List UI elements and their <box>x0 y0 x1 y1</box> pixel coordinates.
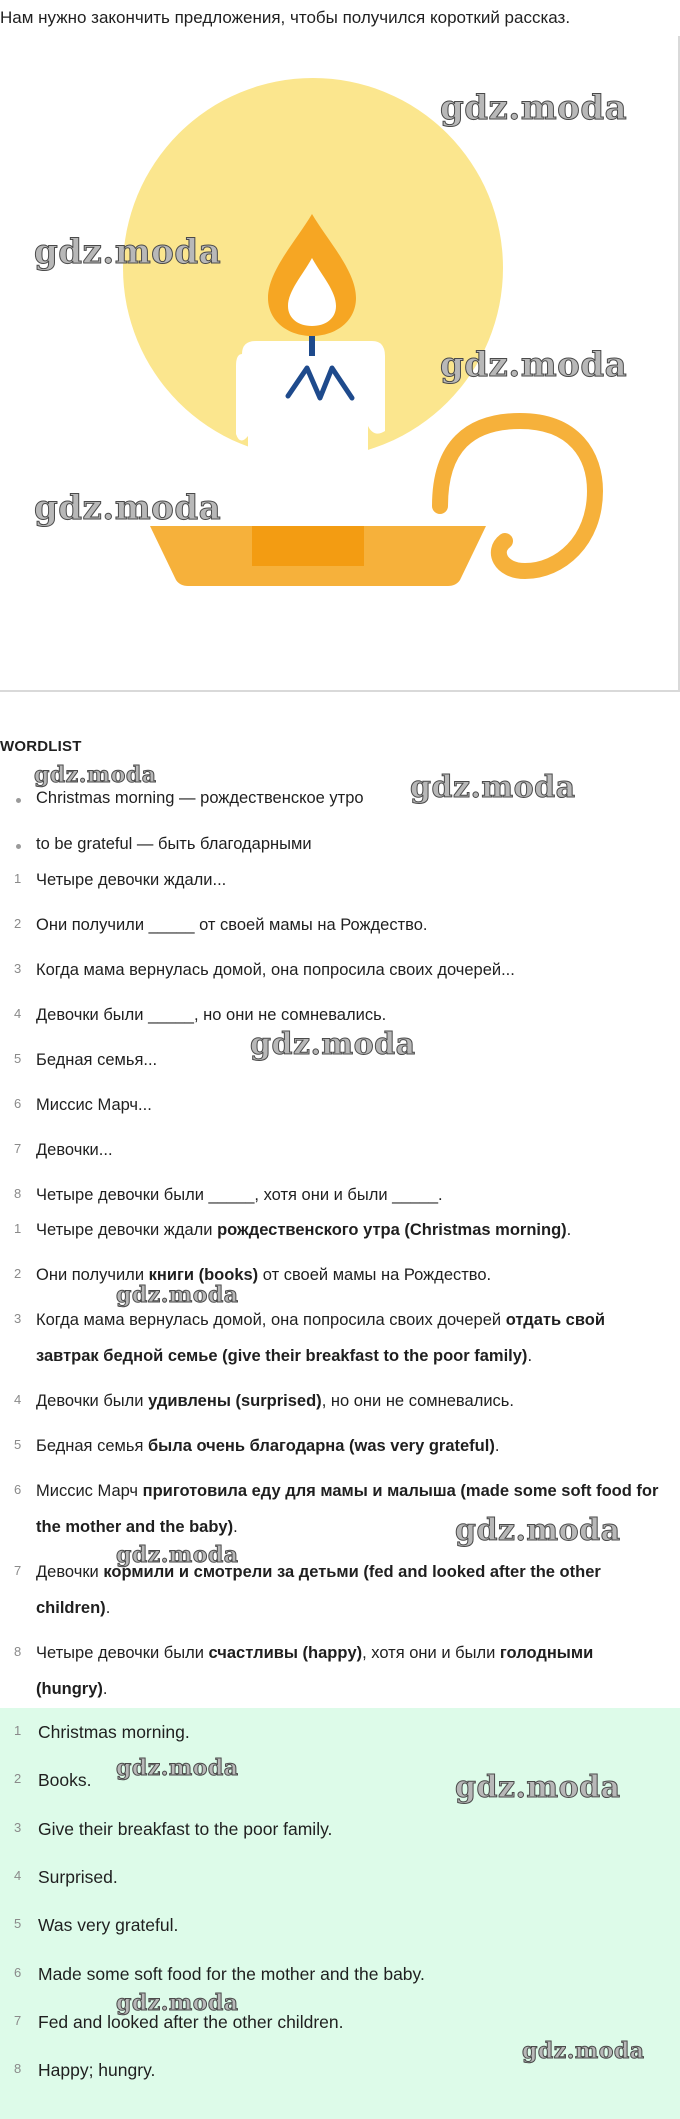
answer-number: 6 <box>14 1965 22 1980</box>
question-number: 8 <box>14 1186 22 1201</box>
watermark: gdz.moda <box>116 1990 239 2016</box>
watermark: gdz.moda <box>116 1282 239 1308</box>
answer-text: Happy; hungry. <box>38 2060 156 2080</box>
question-text: Четыре девочки были _____, хотя они и были _____. <box>36 1186 443 1204</box>
watermark: gdz.moda <box>440 345 628 385</box>
translation-text: . <box>527 1347 533 1365</box>
answer-text: Fed and looked after the other children. <box>38 2012 344 2032</box>
question-number: 1 <box>14 871 22 886</box>
candle-icon <box>0 36 678 690</box>
candle-illustration <box>0 36 680 692</box>
translation-number: 7 <box>14 1563 22 1578</box>
watermark: gdz.moda <box>116 1542 239 1568</box>
question-text: Четыре девочки ждали... <box>36 871 227 889</box>
translation-text: Четыре девочки были <box>36 1644 209 1662</box>
answer-number: 7 <box>14 2013 22 2028</box>
translation-answer: была очень благодарна (was very grateful) <box>147 1437 495 1455</box>
translation-answer: кормили и смотрели за детьми (fed and looked after the other children) <box>36 1563 601 1617</box>
translation-text: . <box>102 1680 108 1698</box>
wordlist-heading: WORDLIST <box>0 738 82 755</box>
answer-number: 2 <box>14 1771 22 1786</box>
translation-text: . <box>494 1437 500 1455</box>
translation-number: 4 <box>14 1392 22 1407</box>
translation-answer: отдать свой завтрак бедной семье (give their breakfast to the poor family) <box>36 1311 606 1365</box>
translation-number: 2 <box>14 1266 22 1281</box>
answer-text: Was very grateful. <box>38 1915 179 1935</box>
question-number: 2 <box>14 916 22 931</box>
watermark: gdz.moda <box>34 762 157 788</box>
answer-text: Made some soft food for the mother and the baby. <box>38 1964 425 1984</box>
intro-text: Нам нужно закончить предложения, чтобы получился короткий рассказ. <box>0 8 571 27</box>
translation-answer: удивлены (surprised) <box>148 1392 322 1410</box>
translation-text: от своей мамы на Рождество. <box>258 1266 492 1284</box>
watermark: gdz.moda <box>34 488 222 528</box>
translation-number: 1 <box>14 1221 22 1236</box>
wordlist-translation: быть благодарными <box>158 835 312 853</box>
translation-text: Миссис Марч <box>36 1482 143 1500</box>
translation-number: 8 <box>14 1644 22 1659</box>
translation-text: . <box>566 1221 572 1239</box>
question-text: Они получили _____ от своей мамы на Рождество. <box>36 916 428 934</box>
translation-text: Четыре девочки ждали <box>36 1221 218 1239</box>
translation-number: 3 <box>14 1311 22 1326</box>
question-text: Девочки... <box>36 1141 113 1159</box>
translation-text: Девочки <box>36 1563 104 1581</box>
translation-text: , но они не сомневались. <box>321 1392 514 1410</box>
watermark: gdz.moda <box>250 1027 416 1062</box>
answer-text: Books. <box>38 1770 92 1790</box>
translation-text: Бедная семья <box>36 1437 148 1455</box>
question-number: 4 <box>14 1006 22 1021</box>
answer-text: Surprised. <box>38 1867 118 1887</box>
watermark: gdz.moda <box>455 1513 621 1548</box>
translation-text: Девочки были <box>36 1392 149 1410</box>
answer-number: 8 <box>14 2061 22 2076</box>
watermark: gdz.moda <box>522 2038 645 2064</box>
translation-number: 5 <box>14 1437 22 1452</box>
watermark: gdz.moda <box>410 770 576 805</box>
translation-answer: рождественского утра (Christmas morning) <box>217 1221 567 1239</box>
question-number: 5 <box>14 1051 22 1066</box>
answer-number: 4 <box>14 1868 22 1883</box>
wordlist-term: to be grateful <box>36 835 133 853</box>
watermark: gdz.moda <box>455 1770 621 1805</box>
translation-answer: приготовила еду для мамы и малыша (made some soft food for the mother and the baby) <box>36 1482 659 1536</box>
translation-number: 6 <box>14 1482 22 1497</box>
question-number: 3 <box>14 961 22 976</box>
answer-text: Give their breakfast to the poor family. <box>38 1819 333 1839</box>
translation-text: Когда мама вернулась домой, она попросила своих дочерей <box>36 1311 506 1329</box>
wordlist-term: Christmas morning <box>36 789 175 807</box>
watermark: gdz.moda <box>34 232 222 272</box>
answer-text: Christmas morning. <box>38 1722 190 1742</box>
answer-number: 1 <box>14 1723 22 1738</box>
watermark: gdz.moda <box>440 88 628 128</box>
question-text: Девочки были _____, но они не сомневались. <box>36 1006 387 1024</box>
answer-number: 5 <box>14 1916 22 1931</box>
bullet-icon <box>16 844 21 849</box>
translation-answer: книги (books) <box>148 1266 259 1284</box>
bullet-icon <box>16 798 21 803</box>
translation-text: . <box>105 1599 111 1617</box>
wordlist-translation: рождественское утро <box>200 789 364 807</box>
translation-text: Они получили <box>36 1266 149 1284</box>
answers-box <box>0 1708 680 2119</box>
question-number: 7 <box>14 1141 22 1156</box>
translation-answer: голодными (hungry) <box>36 1644 594 1698</box>
translation-answer: счастливы (happy) <box>208 1644 363 1662</box>
answer-number: 3 <box>14 1820 22 1835</box>
translation-text: . <box>233 1518 238 1536</box>
question-text: Когда мама вернулась домой, она попросила своих дочерей... <box>36 961 515 979</box>
watermark: gdz.moda <box>116 1755 239 1781</box>
translation-text: , хотя они и были <box>362 1644 500 1662</box>
question-text: Миссис Марч... <box>36 1096 152 1114</box>
question-text: Бедная семья... <box>36 1051 158 1069</box>
question-number: 6 <box>14 1096 22 1111</box>
holder-center <box>252 526 364 566</box>
